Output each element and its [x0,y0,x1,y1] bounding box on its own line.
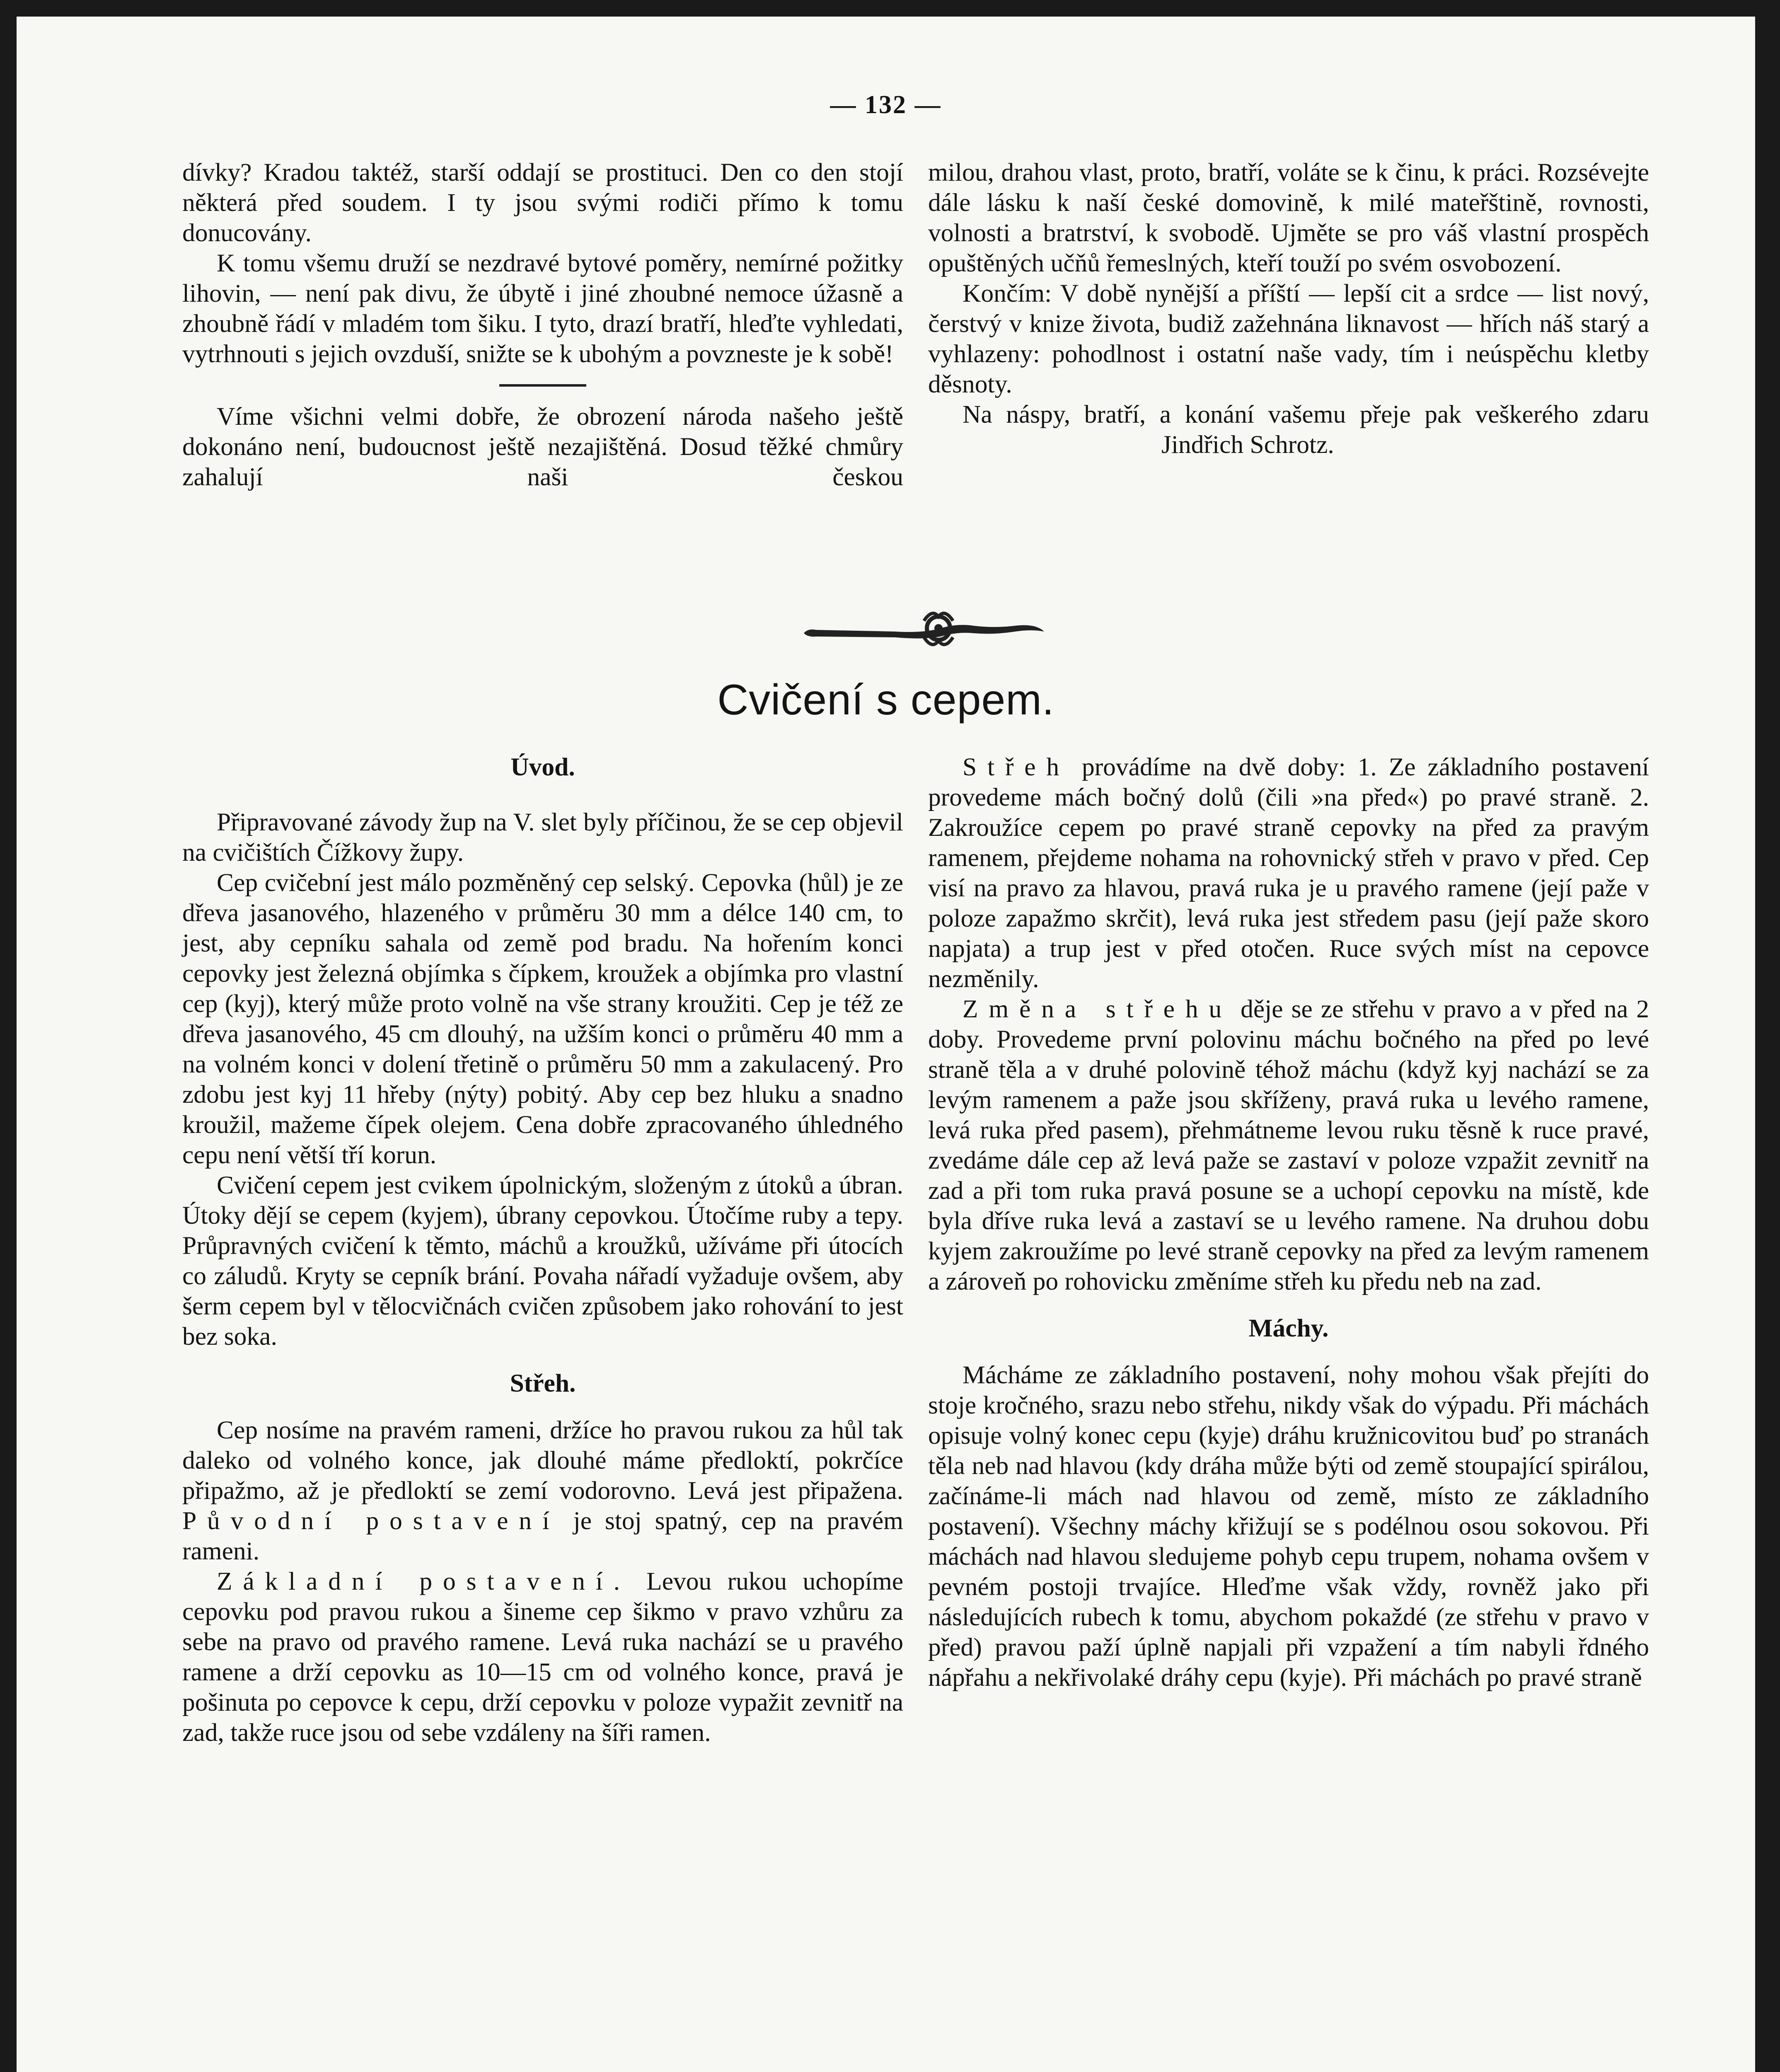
paragraph: Končím: V době nynější a příští — lepší cit a srdce — list nový, čerstvý v knize života, budiž zažehnána liknavost — hřích náš starý a vyhlazeny: pohodlnost i ostatní naše vady, tím i neúspěchu kletby děsnoty. [928,279,1649,398]
section-divider [499,384,586,387]
article-title: Cvičení s cepem. [717,676,1054,724]
paragraph: dívky? Kradou taktéž, starší oddají se prostituci. Den co den stojí některá před soudem. I ty jsou svými rodiči přímo k tomu donucovány. [182,158,903,247]
right-column [928,752,1649,1693]
paragraph: Mácháme ze základního postavení, nohy mohou však přejíti do stoje kročného, srazu nebo střehu, nikdy však do výpadu. Při máchách opisuje volný konec cepu (kyje) dráhu kružnicovitou buď po stranách těla neb nad hlavou (kdy dráha může býti od země stoupající spirálou, začínáme-li mách nad hlavou od země, místo ze základního postavení). Všechny máchy křižují se s podélnou osou sokovou. Při máchách nad hlavou sledujeme pohyb cepu trupem, nohama ovšem v pevném postoji trvajíce. Hleďme však vždy, rovněž jako při následujících rubech k tomu, abychom pokaždé (ze střehu v pravo v před) pravou paží úplně napjali při vzpažení a tím nabyli řdného nápřahu a nekřivolaké dráhy cepu (kyje). Při máchách po pravé straně [928,1361,1649,1692]
section-heading: Máchy. [1248,1314,1329,1342]
paragraph: Základní postavení. Levou rukou uchopíme cepovku pod pravou rukou a šineme cep šikmo v pravo vzhůru za sebe na pravo od pravého ramene. Levá ruka nachází se u pravého ramene a drží cepovku as 10—15 cm od volného konce, pravá je pošinuta po cepovce k cepu, drží cepovku v poloze vypažit zevnitř na zad, takže ruce jsou od sebe vzdáleny na šíři ramen. [182,1567,903,1747]
top-right-column [928,157,1649,460]
page-number: — 132 — [830,91,942,119]
left-column [182,752,903,1748]
paragraph: Připravované závody žup na V. slet byly příčinou, že se cep objevil na cvičištích Čížkovy župy. [182,808,903,867]
page [17,17,1755,2072]
top-left-column [182,157,903,492]
paragraph: Víme všichni velmi dobře, že obrození národa našeho ještě dokonáno není, budoucnost ještě nezajištěná. Dosud těžké chmůry zahalují naši českou [182,402,903,491]
paragraph: Střeh provádíme na dvě doby: 1. Ze základního postavení provedeme mách bočný dolů (čili »na před«) po pravé straně. 2. Zakroužíce cepem po pravé straně cepovky na před za pravým ramenem, přejdeme nohama na rohovnický střeh v pravo v před. Cep visí na pravo za hlavou, pravá ruka je u pravého ramene (její paže v poloze zapažmo skrčit), levá ruka jest středem pasu (její paže skoro napjata) a trup jest v před otočen. Ruce svých míst na cepovce nezměnily. [928,753,1649,993]
section-heading: Střeh. [510,1369,576,1397]
signature: Jindřich Schrotz. [1161,431,1334,459]
section-heading: Úvod. [510,753,575,781]
ornament-divider [800,604,1048,658]
paragraph: Změna střehu děje se ze střehu v pravo a v před na 2 doby. Provedeme první polovinu máchu bočného na před po levé straně těla a v druhé polovině téhož máchu (když kyj nachází se za levým ramenem a paže jsou skříženy, pravá ruka u levého ramene, levá ruka před pasem), přehmátneme levou ruku těsně k ruce pravé, zvedáme dále cep až levá paže se zastaví v poloze vzpažit zevnitř na zad a při tom ruka pravá posune se a uchopí cepovku na místě, kde byla dříve ruka levá a zastaví se u levého ramene. Na druhou dobu kyjem zakroužíme po levé straně cepovky na před za levým ramenem a zároveň po rohovicku změníme střeh ku předu neb na zad. [928,995,1649,1295]
paragraph: Cep nosíme na pravém rameni, držíce ho pravou rukou za hůl tak daleko od volného konce, jak dlouhé máme předloktí, pokrčíce připažmo, až je předloktí se zemí vodorovno. Levá jest připažena. Původní postavení je stoj spatný, cep na pravém rameni. [182,1416,904,1565]
paragraph: Na náspy, bratří, a konání vašemu přeje pak veškerého zdaru [963,400,1649,428]
paragraph: Cvičení cepem jest cvikem úpolnickým, složeným z útoků a úbran. Útoky dějí se cepem (kyjem), úbrany cepovkou. Útočíme ruby a tepy. Průpravných cvičení k těmto, máchů a kroužků, užíváme při útocích co záludů. Kryty se cepník brání. Povaha nářadí vyžaduje ovšem, aby šerm cepem byl v tělocvičnách cvičen způsobem jako rohování to jest bez soka. [182,1171,903,1351]
paragraph: milou, drahou vlast, proto, bratří, voláte se k činu, k práci. Rozsévejte dále lásku k naší české domovině, k milé mateřštině, rovnosti, volnosti a bratrství, k svobodě. Ujměte se pro váš vlastní prospěch opuštěných učňů řemeslných, kteří touží po svém osvobození. [928,158,1649,277]
paragraph: Cep cvičební jest málo pozměněný cep selský. Cepovka (hůl) je ze dřeva jasanového, hlazeného v průměru 30 mm a délce 140 cm, to jest, aby cepníku sahala od země pod bradu. Na hořením konci cepovky jest železná objímka s čípkem, kroužek a objímka pro vlastní cep (kyj), který může proto volně na vše strany kroužiti. Cep je též ze dřeva jasanového, 45 cm dlouhý, na užším konci o průměru 40 mm a na volném konci v dolení třetině o průměru 50 mm a zakulacený. Pro zdobu jest kyj 11 hřeby (nýty) pobitý. Aby cep bez hluku a snadno kroužil, mažeme čípek olejem. Cena dobře zpracovaného úhledného cepu není větší tří korun. [182,869,903,1169]
paragraph: K tomu všemu druží se nezdravé bytové poměry, nemírné požitky lihovin, — není pak divu, že úbytě i jiné zhoubné nemoce úžasně a zhoubně řádí v mladém tom šiku. I tyto, drazí bratří, hleďte vyhledati, vytrhnouti s jejich ovzduší, snižte se k ubohým a povzneste je k sobě! [182,249,903,368]
